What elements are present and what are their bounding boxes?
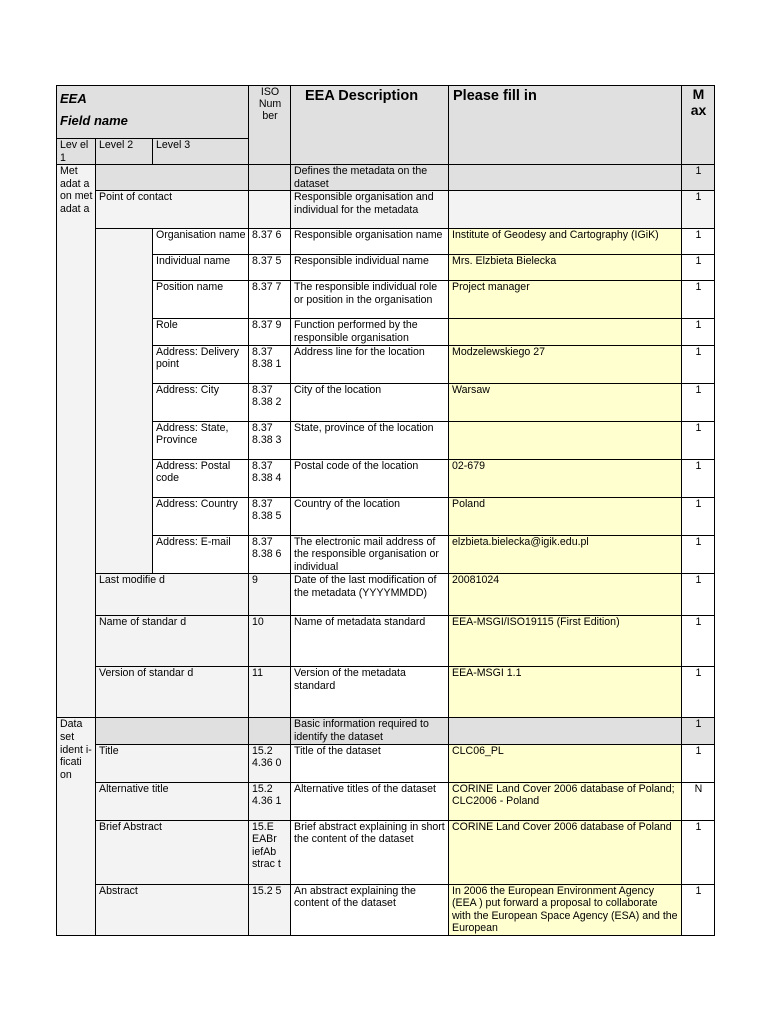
level1-header: Lev el 1 <box>57 139 96 165</box>
level2-cell: Abstract <box>96 884 249 935</box>
max-cell: 1 <box>682 497 715 535</box>
section-dataset-identification: Data set ident i- ficati on <box>57 718 96 936</box>
fill-in-cell[interactable]: Project manager <box>449 281 682 319</box>
fill-in-cell[interactable]: EEA-MSGI 1.1 <box>449 667 682 718</box>
max-cell: 1 <box>682 820 715 884</box>
level3-cell: Address: Postal code <box>153 459 249 497</box>
level2-cell: Name of standar d <box>96 616 249 667</box>
fill-in-cell[interactable]: elzbieta.bielecka@igik.edu.pl <box>449 535 682 574</box>
iso-number-header: ISO Num ber <box>249 86 291 165</box>
description-cell: Basic information required to identify the dataset <box>291 718 449 744</box>
level3-cell: Organisation name <box>153 229 249 255</box>
iso-cell: 15.2 4.36 1 <box>249 782 291 820</box>
level2-cell: Version of standar d <box>96 667 249 718</box>
max-cell: 1 <box>682 229 715 255</box>
iso-cell: 8.37 8.38 1 <box>249 345 291 383</box>
description-cell: Date of the last modification of the metadata (YYYYMMDD) <box>291 574 449 616</box>
iso-cell: 15.E EABr iefAb strac t <box>249 820 291 884</box>
description-cell: Defines the metadata on the dataset <box>291 165 449 191</box>
fill-in-cell[interactable]: CORINE Land Cover 2006 database of Poland; CLC2006 - Poland <box>449 782 682 820</box>
description-cell: Responsible organisation and individual for the metadata <box>291 191 449 229</box>
description-cell: Postal code of the location <box>291 459 449 497</box>
max-cell: 1 <box>682 421 715 459</box>
level-cell <box>96 165 249 191</box>
description-cell: The responsible individual role or position in the organisation <box>291 281 449 319</box>
iso-cell: 8.37 8.38 3 <box>249 421 291 459</box>
max-cell: 1 <box>682 191 715 229</box>
max-cell: 1 <box>682 459 715 497</box>
description-cell: Alternative titles of the dataset <box>291 782 449 820</box>
iso-cell: 8.37 9 <box>249 319 291 345</box>
description-cell: Name of metadata standard <box>291 616 449 667</box>
max-cell: N <box>682 782 715 820</box>
level2-cell: Last modifie d <box>96 574 249 616</box>
level3-cell: Address: E-mail <box>153 535 249 574</box>
max-cell: 1 <box>682 718 715 744</box>
iso-cell: 8.37 8.38 2 <box>249 383 291 421</box>
fill-in-cell[interactable] <box>449 165 682 191</box>
fill-in-cell[interactable]: Mrs. Elzbieta Bielecka <box>449 255 682 281</box>
fill-in-cell[interactable]: Poland <box>449 497 682 535</box>
iso-cell: 11 <box>249 667 291 718</box>
iso-cell: 8.37 7 <box>249 281 291 319</box>
iso-cell: 8.37 5 <box>249 255 291 281</box>
description-cell: An abstract explaining the content of the dataset <box>291 884 449 935</box>
iso-cell <box>249 165 291 191</box>
description-cell: Address line for the location <box>291 345 449 383</box>
max-cell: 1 <box>682 535 715 574</box>
level2-spacer <box>96 229 153 574</box>
level3-cell: Address: City <box>153 383 249 421</box>
max-cell: 1 <box>682 667 715 718</box>
fill-in-cell[interactable] <box>449 319 682 345</box>
iso-cell: 9 <box>249 574 291 616</box>
field-name-line1: EEA <box>60 91 87 106</box>
iso-cell: 8.37 8.38 5 <box>249 497 291 535</box>
fill-in-cell[interactable]: EEA-MSGI/ISO19115 (First Edition) <box>449 616 682 667</box>
level2-cell: Brief Abstract <box>96 820 249 884</box>
description-cell: Responsible individual name <box>291 255 449 281</box>
max-cell: 1 <box>682 884 715 935</box>
fill-in-cell[interactable]: CORINE Land Cover 2006 database of Poland <box>449 820 682 884</box>
max-cell: 1 <box>682 255 715 281</box>
level3-cell: Address: Delivery point <box>153 345 249 383</box>
max-cell: 1 <box>682 345 715 383</box>
fill-in-cell[interactable]: 02-679 <box>449 459 682 497</box>
description-cell: Title of the dataset <box>291 744 449 782</box>
level3-cell: Address: State, Province <box>153 421 249 459</box>
fill-in-cell[interactable] <box>449 421 682 459</box>
level3-cell: Role <box>153 319 249 345</box>
max-cell: 1 <box>682 281 715 319</box>
iso-cell: 8.37 8.38 4 <box>249 459 291 497</box>
max-cell: 1 <box>682 574 715 616</box>
fill-in-cell[interactable]: CLC06_PL <box>449 744 682 782</box>
field-name-header <box>57 86 249 139</box>
iso-cell: 15.2 5 <box>249 884 291 935</box>
max-cell: 1 <box>682 616 715 667</box>
iso-cell <box>249 191 291 229</box>
fill-in-cell[interactable]: Warsaw <box>449 383 682 421</box>
description-cell: Function performed by the responsible organisation <box>291 319 449 345</box>
iso-cell: 8.37 6 <box>249 229 291 255</box>
max-header: M ax <box>682 86 715 165</box>
level3-cell: Individual name <box>153 255 249 281</box>
level3-cell: Address: Country <box>153 497 249 535</box>
description-cell: Country of the location <box>291 497 449 535</box>
section-metadata-on-metadata: Met adat a on met adat a <box>57 165 96 718</box>
iso-cell: 10 <box>249 616 291 667</box>
description-cell: City of the location <box>291 383 449 421</box>
please-fill-in-header: Please fill in <box>449 86 682 165</box>
level2-cell: Point of contact <box>96 191 249 229</box>
level-cell <box>96 718 249 744</box>
description-cell: Brief abstract explaining in short the content of the dataset <box>291 820 449 884</box>
fill-in-cell[interactable]: In 2006 the European Environment Agency (EEA ) put forward a proposal to collaborate with the European Space Agency (ESA) and the European <box>449 884 682 935</box>
level3-header: Level 3 <box>153 139 249 165</box>
metadata-table <box>56 85 715 936</box>
description-cell: Responsible organisation name <box>291 229 449 255</box>
iso-cell: 8.37 8.38 6 <box>249 535 291 574</box>
fill-in-cell[interactable]: 20081024 <box>449 574 682 616</box>
max-cell: 1 <box>682 165 715 191</box>
max-cell: 1 <box>682 744 715 782</box>
iso-cell <box>249 718 291 744</box>
description-cell: State, province of the location <box>291 421 449 459</box>
fill-in-cell[interactable]: Institute of Geodesy and Cartography (IGiK) <box>449 229 682 255</box>
max-cell: 1 <box>682 319 715 345</box>
level2-header: Level 2 <box>96 139 153 165</box>
field-name-line2: Field name <box>60 113 128 128</box>
max-cell: 1 <box>682 383 715 421</box>
eea-description-header: EEA Description <box>291 86 449 165</box>
fill-in-cell[interactable] <box>449 718 682 744</box>
level2-cell: Alternative title <box>96 782 249 820</box>
fill-in-cell[interactable] <box>449 191 682 229</box>
iso-cell: 15.2 4.36 0 <box>249 744 291 782</box>
description-cell: The electronic mail address of the responsible organisation or individual <box>291 535 449 574</box>
level2-cell: Title <box>96 744 249 782</box>
fill-in-cell[interactable]: Modzelewskiego 27 <box>449 345 682 383</box>
description-cell: Version of the metadata standard <box>291 667 449 718</box>
level3-cell: Position name <box>153 281 249 319</box>
